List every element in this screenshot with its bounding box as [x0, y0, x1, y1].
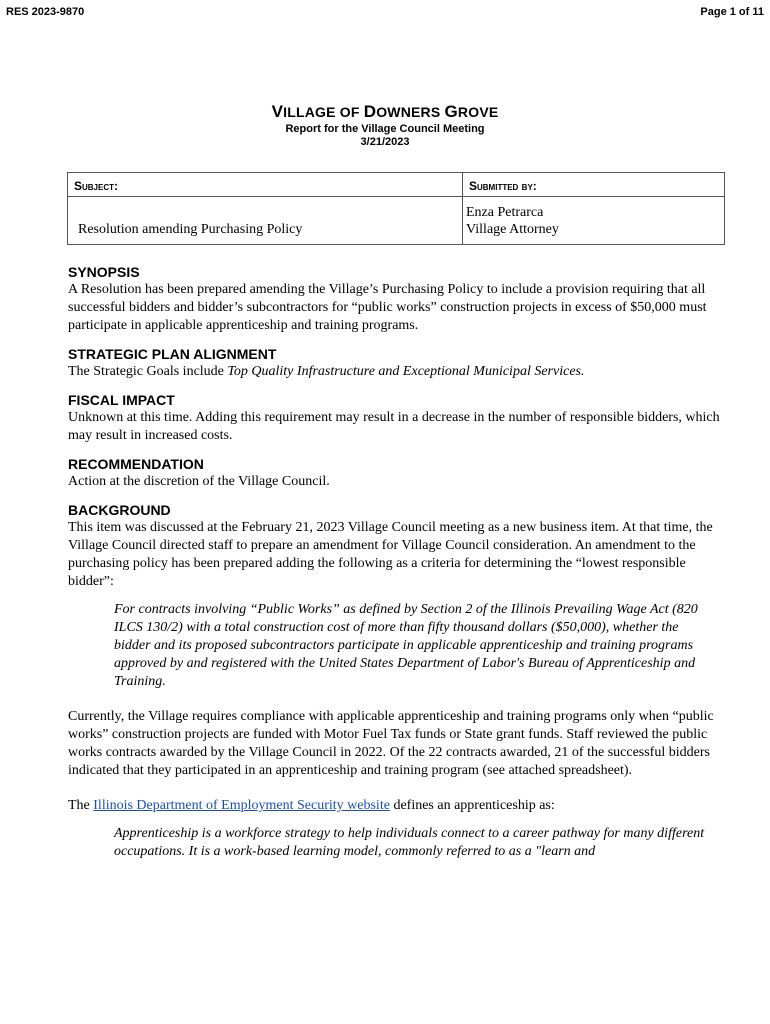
strategic-goals: Top Quality Infrastructure and Exceptional Municipal Services.	[227, 364, 585, 379]
submitted-by-value	[463, 197, 725, 245]
recommendation-text: Action at the discretion of the Village Council.	[68, 474, 330, 489]
subject-label: Subject:	[68, 173, 463, 197]
report-body	[68, 264, 728, 861]
background-paragraph-1: This item was discussed at the February 21, 2023 Village Council meeting as a new business item. At that time, the Village Council directed staff to prepare an amendment for Village Council consideration. An amendment to the purchasing policy has been prepared adding the following as a criteria for determining the “lowest responsible bidder”:	[68, 520, 713, 589]
synopsis-section	[68, 264, 728, 335]
submitter-name: Enza Petrarca	[466, 205, 544, 220]
submitter-title: Village Attorney	[466, 222, 559, 237]
recommendation-section	[68, 456, 728, 491]
strategic-heading: STRATEGIC PLAN ALIGNMENT	[68, 346, 277, 362]
synopsis-text: A Resolution has been prepared amending the Village’s Purchasing Policy to include a provision requiring that all successful bidders and bidder’s subcontractors for “public works” construction projects in excess of $50,000 must participate in applicable apprenticeship and training programs.	[68, 282, 707, 333]
recommendation-heading: RECOMMENDATION	[68, 456, 204, 472]
ides-website-link[interactable]: Illinois Department of Employment Security website	[93, 798, 390, 813]
background-paragraph-2: Currently, the Village requires compliance with applicable apprenticeship and training programs only when “public works” construction projects are funded with Motor Fuel Tax funds or State grant funds. Staff reviewed the public works contracts awarded by the Village Council in 2022. Of the 22 contracts awarded, 21 of the successful bidders indicated that they participated in an apprenticeship and training program (see attached spreadsheet).	[68, 709, 714, 778]
submitted-by-label: Submitted by:	[463, 173, 725, 197]
meeting-date: 3/21/2023	[360, 136, 410, 148]
village-name: VILLAGE OF DOWNERS GROVE	[271, 102, 499, 121]
policy-quote: For contracts involving “Public Works” as defined by Section 2 of the Illinois Prevailing Wage Act (820 ILCS 130/2) with a total construction cost of more than fifty thousand dollars ($50,000), whether the bidder and its proposed subcontractors participate in applicable apprenticeship and training programs approved by and registered with the United States Department of Labor's Bureau of Apprenticeship and Training.	[114, 602, 698, 689]
subject-table	[67, 172, 725, 245]
title-block	[0, 102, 770, 148]
fiscal-text: Unknown at this time. Adding this requirement may result in a decrease in the number of responsible bidders, which may result in increased costs.	[68, 410, 720, 443]
document-id: RES 2023-9870	[6, 6, 85, 18]
fiscal-section	[68, 392, 728, 445]
background-section	[68, 502, 728, 861]
fiscal-heading: FISCAL IMPACT	[68, 392, 175, 408]
subject-value: Resolution amending Purchasing Policy	[68, 197, 463, 245]
background-paragraph-3: The Illinois Department of Employment Security website defines an apprenticeship as:	[68, 798, 555, 813]
apprenticeship-quote: Apprenticeship is a workforce strategy to help individuals connect to a career pathway for many different occupations. It is a work-based learning model, commonly referred to as a "learn and	[114, 826, 705, 859]
strategic-text: The Strategic Goals include Top Quality Infrastructure and Exceptional Municipal Services.	[68, 364, 585, 379]
page-number: Page 1 of 11	[700, 6, 764, 18]
background-heading: BACKGROUND	[68, 502, 171, 518]
report-subtitle: Report for the Village Council Meeting	[285, 123, 485, 135]
synopsis-heading: SYNOPSIS	[68, 264, 140, 280]
strategic-section	[68, 346, 728, 381]
